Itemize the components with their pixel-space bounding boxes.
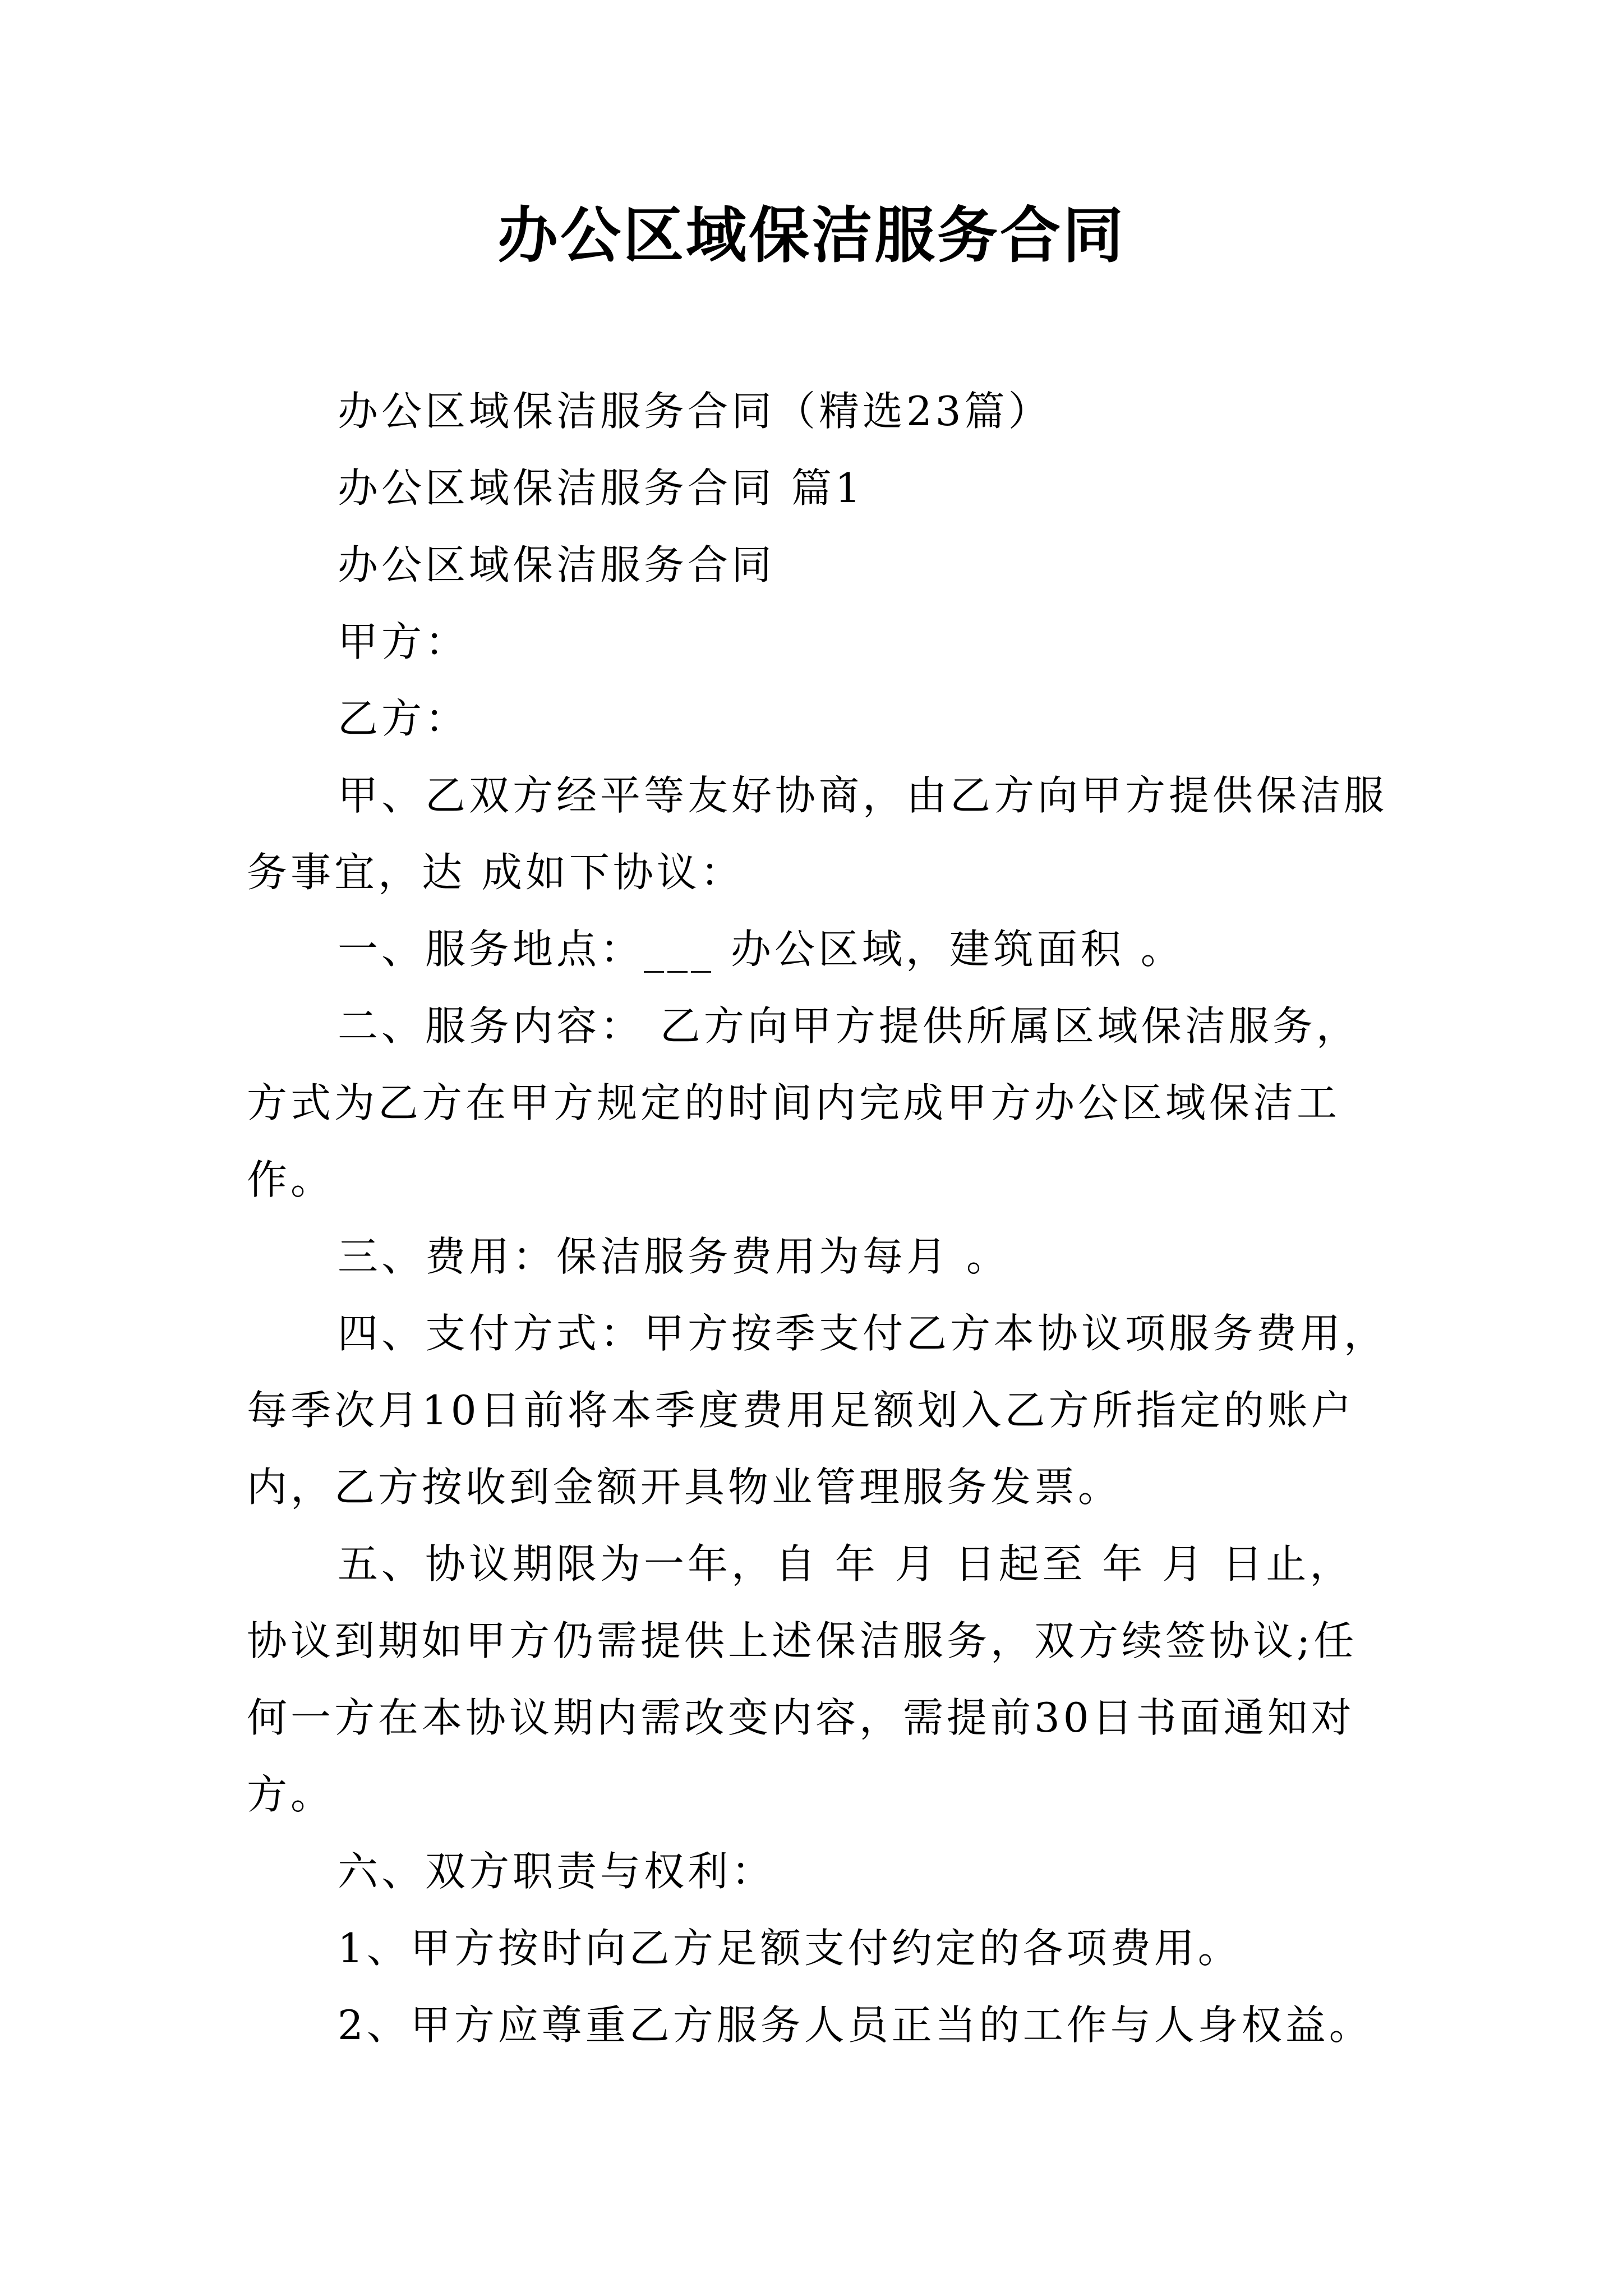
paragraph-clause-1: 一、服务地点：___ 办公区域，建筑面积 。	[338, 926, 1184, 973]
paragraph-section-heading: 办公区域保洁服务合同 篇1	[338, 464, 864, 512]
paragraph-clause-2: 二、服务内容： 乙方向甲方提供所属区域保洁服务，方式为乙方在甲方规定的时间内完成甲方办公区域保洁工作。	[247, 1002, 1360, 1203]
paragraph-contract-name: 办公区域保洁服务合同	[338, 541, 776, 588]
paragraph-preamble: 甲、乙双方经平等友好协商，由乙方向甲方提供保洁服务事宜，达 成如下协议：	[247, 772, 1388, 896]
paragraph-party-b: 乙方：	[338, 695, 469, 742]
paragraph-clause-6-item-1: 1、甲方按时向乙方足额支付约定的各项费用。	[338, 1925, 1242, 1972]
document-title: 办公区域保洁服务合同	[497, 200, 1126, 271]
paragraph-clause-6: 六、双方职责与权利：	[338, 1848, 776, 1895]
paragraph-clause-6-item-2: 2、甲方应尊重乙方服务人员正当的工作与人身权益。	[338, 2001, 1373, 2049]
document-body	[247, 373, 1391, 2064]
paragraph-clause-4: 四、支付方式：甲方按季支付乙方本协议项服务费用，每季次月10日前将本季度费用足额划入乙方所指定的账户内，乙方按收到金额开具物业管理服务发票。	[247, 1310, 1388, 1511]
paragraph-party-a: 甲方：	[338, 618, 469, 665]
paragraph-clause-5: 五、协议期限为一年，自 年 月 日起至 年 月 日止，协议到期如甲方仍需提供上述保洁服务，双方续签协议;任何一方在本协议期内需改变内容，需提前30日书面通知对方。	[247, 1540, 1358, 1818]
paragraph-subtitle: 办公区域保洁服务合同（精选23篇）	[338, 388, 1052, 435]
paragraph-clause-3: 三、费用：保洁服务费用为每月 。	[338, 1233, 1010, 1280]
